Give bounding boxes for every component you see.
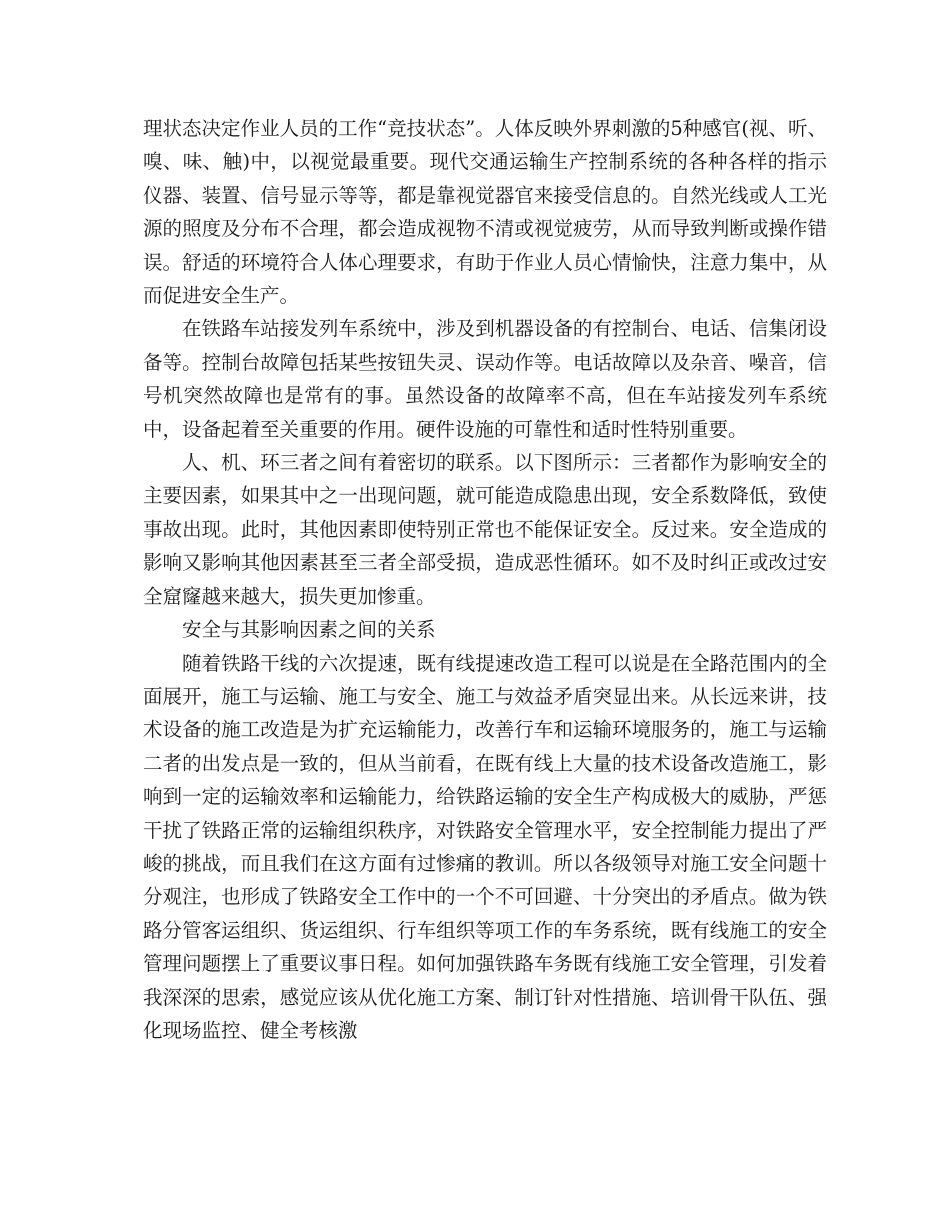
paragraph-human-machine-environment: 人、机、环三者之间有着密切的联系。以下图所示：三者都作为影响安全的主要因素，如果其中之一出现问题，就可能造成隐患出现，安全系数降低，致使事故出现。此时，其他因素即使特别正常也不能保证安全。反过来。安全造成的影响又影响其他因素甚至三者全部受损，造成恶性循环。如不及时纠正或改过安全窟窿越来越大，损失更加惨重。 [143, 451, 827, 608]
paragraph-construction-safety: 随着铁路干线的六次提速，既有线提速改造工程可以说是在全路范围内的全面展开，施工与运输、施工与安全、施工与效益矛盾突显出来。从长远来讲，技术设备的施工改造是为扩充运输能力，改善行车和运输环境服务的，施工与运输二者的出发点是一致的，但从当前看，在既有线上大量的技术设备改造施工，影响到一定的运输效率和运输能力，给铁路运输的安全生产构成极大的威胁，严惩干扰了铁路正常的运输组织秩序，对铁路安全管理水平，安全控制能力提出了严峻的挑战，而且我们在这方面有过惨痛的教训。所以各级领导对施工安全问题十分观注，也形成了铁路安全工作中的一个不可回避、十分突出的矛盾点。做为铁路分管客运组织、货运组织、行车组织等项工作的车务系统，既有线施工的安全管理问题摆上了重要议事日程。如何加强铁路车务既有线施工安全管理，引发着我深深的思索，感觉应该从优化施工方案、制订针对性措施、培训骨干队伍、强化现场监控、健全考核激 [143, 651, 827, 1042]
body-text [143, 112, 827, 1047]
section-caption: 安全与其影响因素之间的关系 [182, 618, 436, 642]
paragraph-continuation: 理状态决定作业人员的工作“竞技状态”。人体反映外界刺激的5种感官(视、听、嗅、味、触)中，以视觉最重要。现代交通运输生产控制系统的各种各样的指示仪器、装置、信号显示等等，都是靠视觉器官来接受信息的。自然光线或人工光源的照度及分布不合理，都会造成视物不清或视觉疲劳，从而导致判断或操作错误。舒适的环境符合人体心理要求，有助于作业人员心情愉快，注意力集中，从而促进安全生产。 [143, 117, 827, 308]
paragraph-equipment: 在铁路车站接发列车系统中，涉及到机器设备的有控制台、电话、信集闭设备等。控制台故障包括某些按钮失灵、误动作等。电话故障以及杂音、噪音，信号机突然故障也是常有的事。虽然设备的故障率不高，但在车站接发列车系统中，设备起着至关重要的作用。硬件设施的可靠性和适时性特别重要。 [143, 317, 827, 441]
